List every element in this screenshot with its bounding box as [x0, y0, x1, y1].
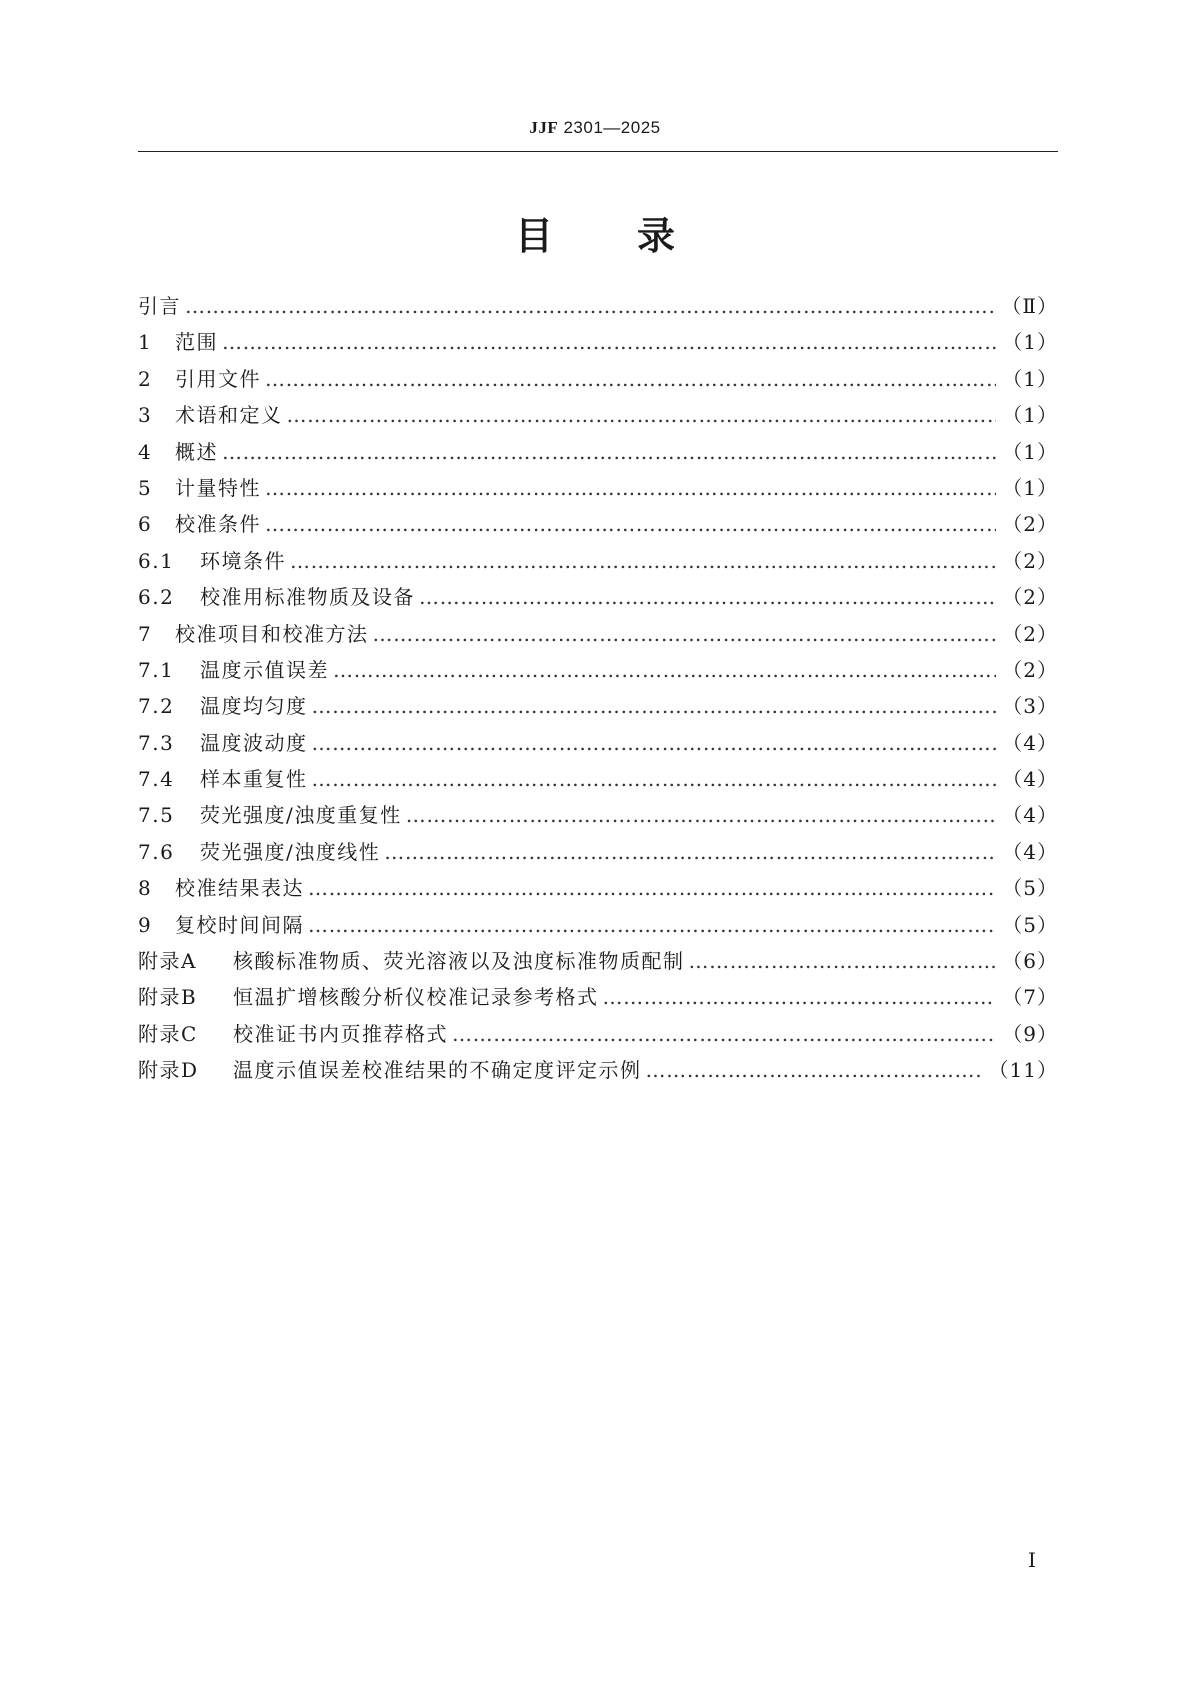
toc-entry[interactable] [138, 690, 1058, 726]
toc-entry-page: （5） [1002, 912, 1058, 937]
toc-entry[interactable] [138, 436, 1058, 472]
toc-entry-page: （4） [1002, 803, 1058, 828]
toc-entry[interactable] [138, 836, 1058, 872]
toc-entry-page: （4） [1002, 767, 1058, 792]
toc-entry-page: （1） [1002, 439, 1058, 464]
toc-entry[interactable] [138, 654, 1058, 690]
toc-entry-page: （2） [1002, 657, 1058, 682]
toc-entry-title: 核酸标准物质、荧光溶液以及浊度标准物质配制 [233, 949, 685, 974]
toc-entry-title: 校准用标准物质及设备 [200, 585, 415, 610]
toc-entry-number: 7.1 [138, 657, 175, 682]
toc-entry-number: 7.2 [138, 694, 175, 719]
toc-entry-title: 环境条件 [200, 548, 286, 573]
toc-dot-leader [308, 876, 996, 900]
toc-dot-leader [265, 476, 996, 500]
toc-entry-page: （1） [1002, 403, 1058, 428]
toc-entry-number: 6 [138, 512, 153, 537]
toc-entry-page: （1） [1002, 475, 1058, 500]
toc-entry[interactable] [138, 363, 1058, 399]
toc-entry-number: 6.1 [138, 548, 175, 573]
toc-entry[interactable] [138, 581, 1058, 617]
toc-entry-title: 温度波动度 [200, 730, 308, 755]
toc-dot-leader [265, 367, 996, 391]
toc-entry[interactable] [138, 727, 1058, 763]
toc-dot-leader [452, 1022, 996, 1046]
toc-entry-number: 4 [138, 439, 153, 464]
toc-dot-leader [419, 585, 996, 609]
toc-entry-number: 6.2 [138, 585, 175, 610]
toc-dot-leader [406, 803, 997, 827]
toc-dot-leader [603, 985, 997, 1009]
toc-dot-leader [265, 512, 996, 536]
toc-dot-leader [222, 330, 996, 354]
toc-entry[interactable] [138, 981, 1058, 1017]
toc-entry[interactable] [138, 872, 1058, 908]
toc-dot-leader [373, 622, 997, 646]
toc-entry-title: 引用文件 [175, 366, 261, 391]
toc-entry-title: 校准项目和校准方法 [175, 621, 369, 646]
toc-entry-title: 温度均匀度 [200, 694, 308, 719]
toc-entry-page: （6） [1002, 949, 1058, 974]
toc-entry[interactable] [138, 763, 1058, 799]
toc-entry-title: 样本重复性 [200, 767, 308, 792]
toc-entry-title: 校准结果表达 [175, 876, 304, 901]
toc-title: 目录 [514, 214, 759, 258]
toc-entry-number: 2 [138, 366, 153, 391]
toc-entry-title: 范围 [175, 330, 218, 355]
toc-dot-leader [290, 549, 996, 573]
toc-entry[interactable] [138, 326, 1058, 362]
toc-entry-page: （2） [1002, 512, 1058, 537]
toc-entry-number: 附录B [138, 985, 198, 1010]
toc-entry-title: 校准证书内页推荐格式 [233, 1021, 448, 1046]
toc-entry-title: 荧光强度/浊度线性 [200, 839, 381, 864]
toc-entry-number: 7 [138, 621, 153, 646]
toc-entry-page: （11） [988, 1058, 1058, 1083]
toc-entry[interactable] [138, 545, 1058, 581]
toc-entry-title: 术语和定义 [175, 403, 283, 428]
toc-entry-title: 复校时间间隔 [175, 912, 304, 937]
toc-entry-number: 1 [138, 330, 153, 355]
document-code-prefix: JJF [529, 118, 559, 137]
toc-entry-title: 引言 [138, 294, 181, 318]
toc-entry[interactable] [138, 799, 1058, 835]
toc-entry-title: 荧光强度/浊度重复性 [200, 803, 402, 828]
toc-entry-number: 7.6 [138, 839, 175, 864]
toc-entry[interactable] [138, 508, 1058, 544]
toc-entry-title: 校准条件 [175, 512, 261, 537]
toc-dot-leader [312, 767, 997, 791]
toc-entry-page: （4） [1002, 839, 1058, 864]
toc-entry-number: 7.3 [138, 730, 175, 755]
toc-entry[interactable] [138, 618, 1058, 654]
toc-entry-page: （5） [1002, 876, 1058, 901]
toc-entry[interactable] [138, 399, 1058, 435]
toc-entry[interactable] [138, 290, 1058, 326]
toc-entry[interactable] [138, 909, 1058, 945]
toc-dot-leader [646, 1058, 983, 1082]
toc-dot-leader [312, 731, 997, 755]
toc-dot-leader [333, 658, 996, 682]
toc-entry-number: 7.4 [138, 767, 175, 792]
toc-entry-number: 附录A [138, 949, 197, 974]
toc-entry-page: （2） [1002, 621, 1058, 646]
document-code [0, 118, 1190, 138]
toc-entry-page: （Ⅱ） [1001, 294, 1058, 318]
toc-entry-title: 恒温扩增核酸分析仪校准记录参考格式 [233, 985, 599, 1010]
toc-entry-page: （2） [1002, 548, 1058, 573]
toc-entry-number: 3 [138, 403, 153, 428]
toc-entry-number: 7.5 [138, 803, 175, 828]
toc-entry-page: （1） [1002, 330, 1058, 355]
toc-entry-page: （9） [1002, 1021, 1058, 1046]
toc-entry[interactable] [138, 1054, 1058, 1090]
toc-dot-leader [308, 913, 996, 937]
toc-dot-leader [384, 840, 996, 864]
toc-entry[interactable] [138, 945, 1058, 981]
toc-dot-leader [287, 403, 997, 427]
toc-entry-number: 8 [138, 876, 153, 901]
toc-dot-leader [312, 694, 997, 718]
toc-dot-leader [185, 294, 995, 318]
toc-entry[interactable] [138, 1018, 1058, 1054]
toc-entry-number: 9 [138, 912, 153, 937]
toc-entry-title: 计量特性 [175, 475, 261, 500]
toc-entry-page: （4） [1002, 730, 1058, 755]
page-number: Ⅰ [1028, 1548, 1036, 1572]
toc-entry-title: 温度示值误差校准结果的不确定度评定示例 [233, 1058, 642, 1083]
table-of-contents [138, 290, 1058, 1091]
toc-entry[interactable] [138, 472, 1058, 508]
toc-entry-number: 5 [138, 475, 153, 500]
toc-dot-leader [689, 949, 997, 973]
header-rule [138, 151, 1058, 152]
toc-dot-leader [222, 440, 996, 464]
toc-entry-page: （2） [1002, 585, 1058, 610]
toc-entry-number: 附录D [138, 1058, 199, 1083]
toc-entry-title: 概述 [175, 439, 218, 464]
toc-entry-page: （3） [1002, 694, 1058, 719]
document-code-number: 2301—2025 [558, 118, 661, 137]
toc-entry-title: 温度示值误差 [200, 657, 329, 682]
toc-entry-page: （1） [1002, 366, 1058, 391]
toc-entry-number: 附录C [138, 1021, 198, 1046]
toc-entry-page: （7） [1002, 985, 1058, 1010]
